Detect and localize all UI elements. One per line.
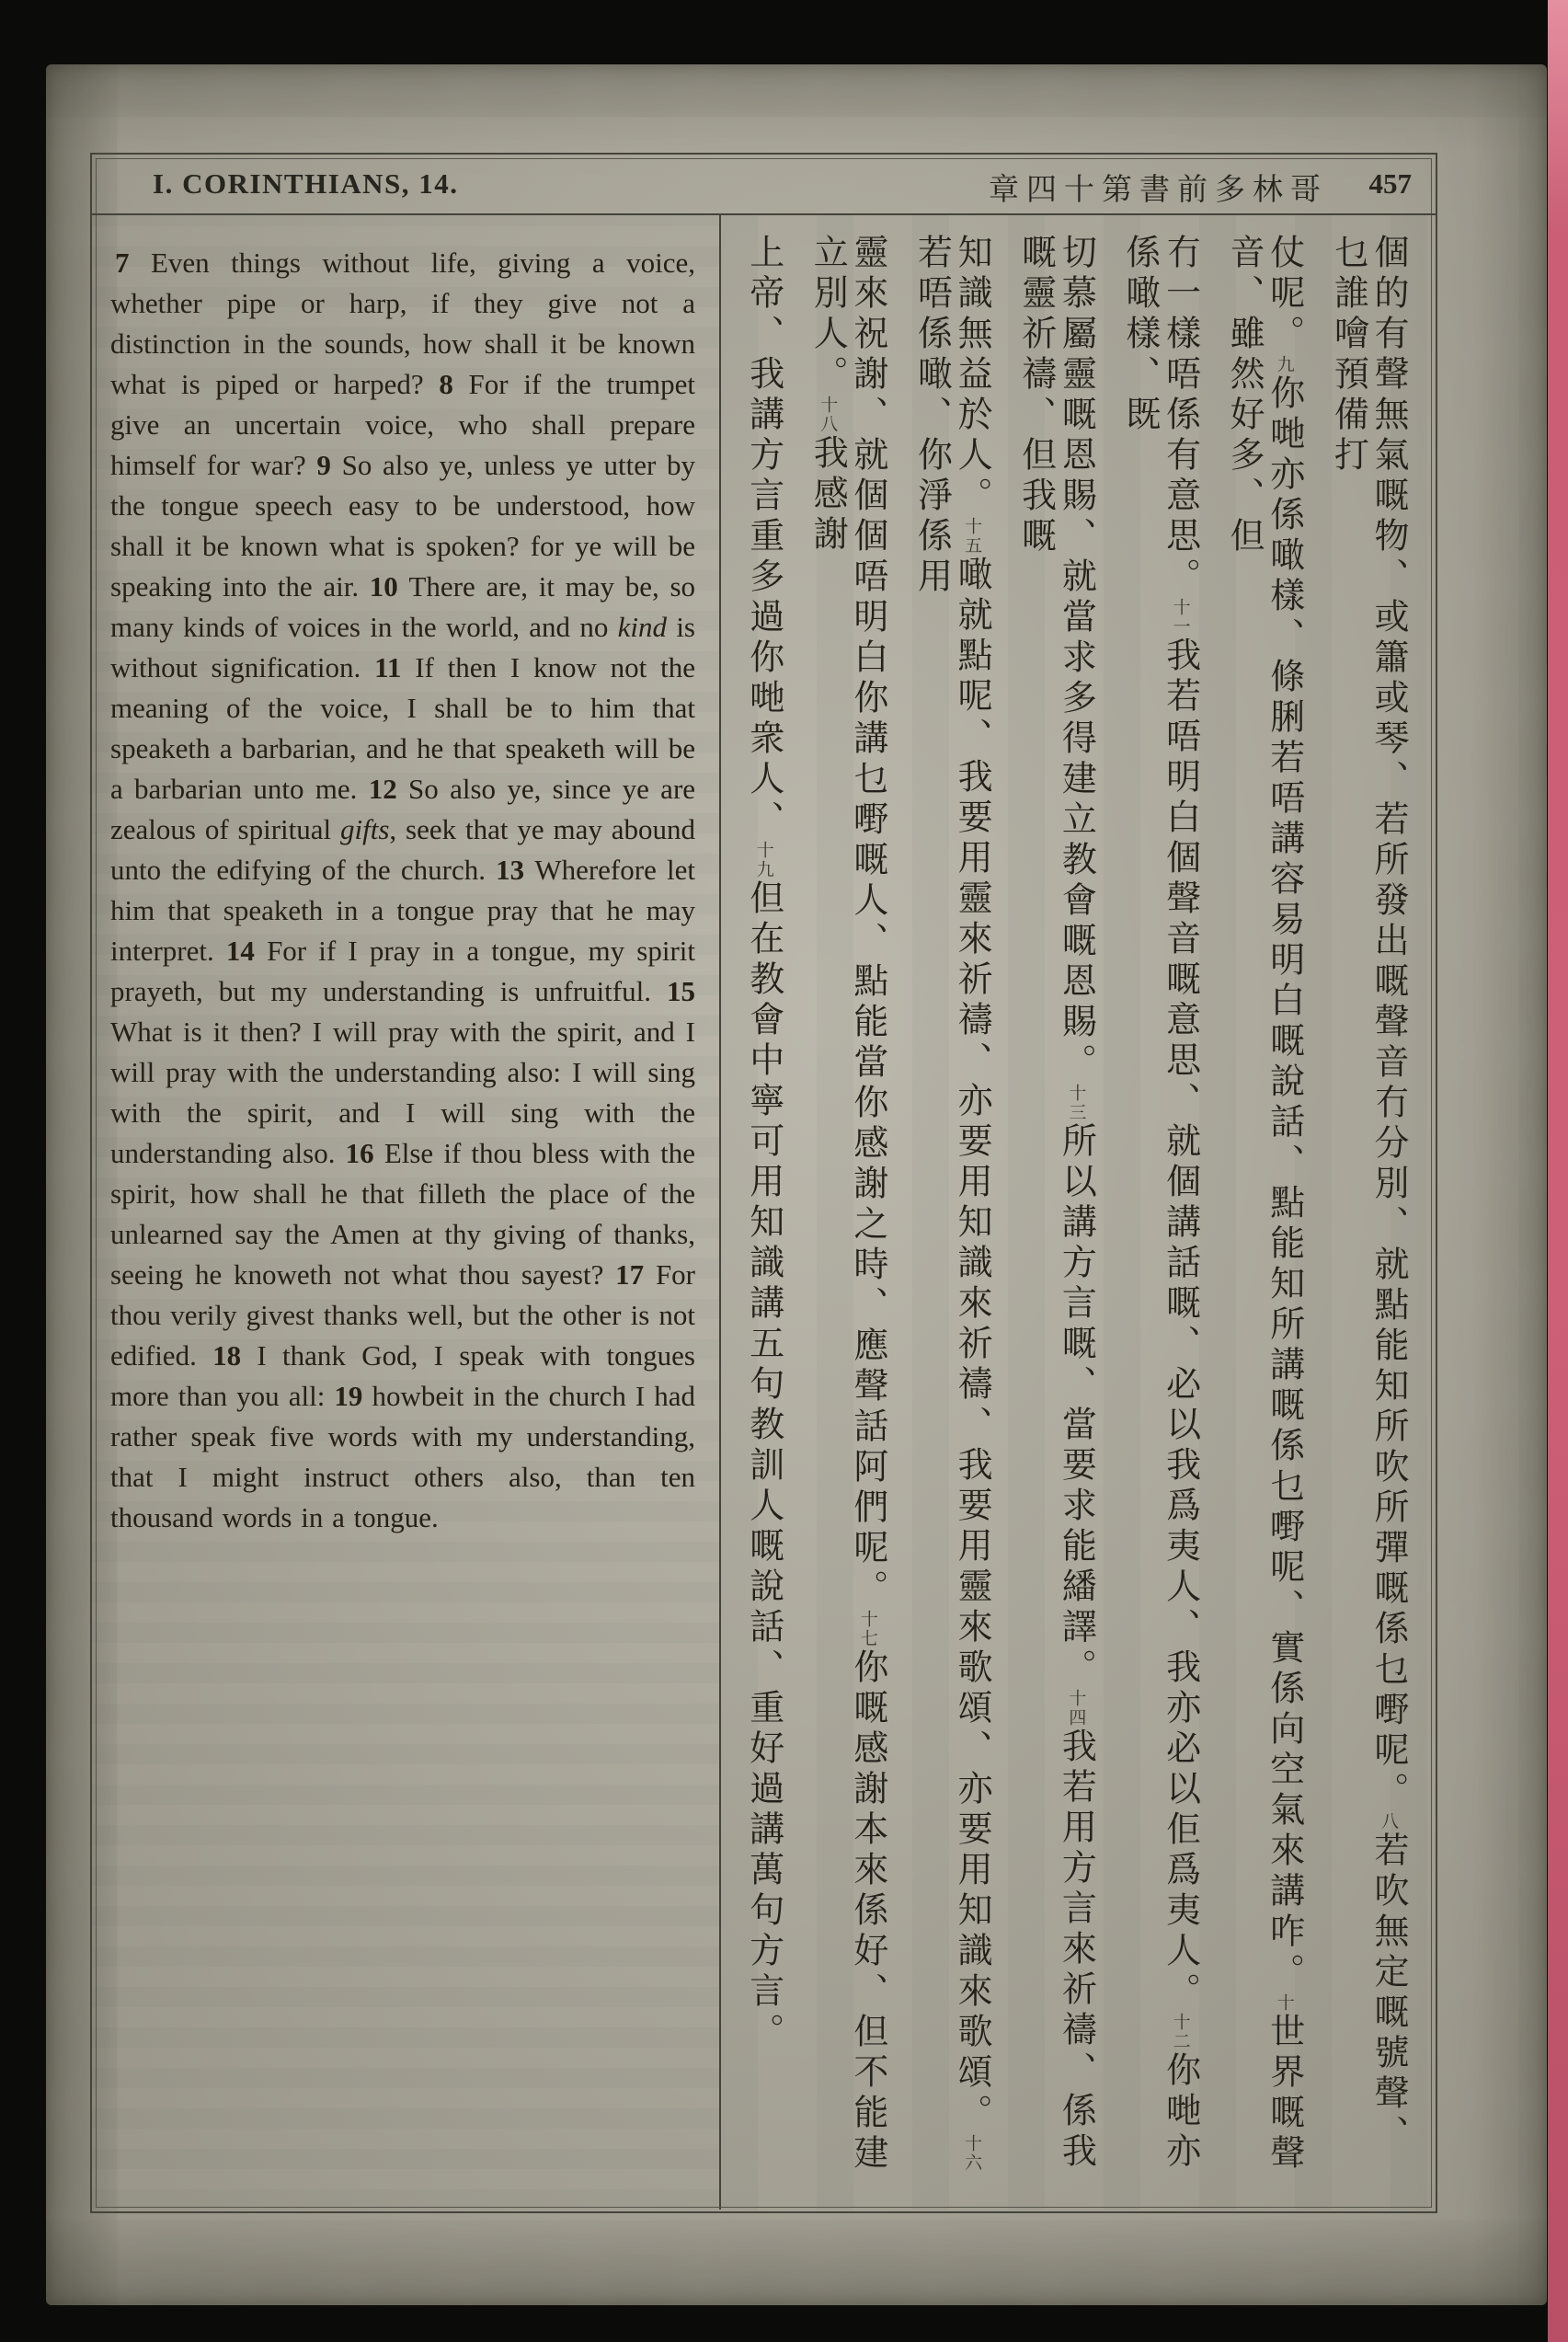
chinese-verse-mark: 十一 bbox=[1170, 598, 1191, 637]
running-title-chinese: 章四十第書前多林哥 bbox=[989, 171, 1328, 207]
verse-text: Else if thou bless with the spirit, how shall he that filleth the place of the unlearned say the Amen at thy giving of thanks, seeing he knoweth not what thou sayest? bbox=[110, 1137, 696, 1291]
verse-text: If then I know not the meaning of the voice, I shall be to him that speaketh a barbarian, and he that speaketh will be a barbarian unto me. bbox=[110, 651, 695, 805]
verse-text: For if I pray in a tongue, my spirit prayeth, but my understanding is unfruitful. bbox=[110, 935, 695, 1007]
chinese-verse-mark: 十五 bbox=[962, 517, 983, 556]
chinese-verse-text: 知識無益於人。 bbox=[952, 234, 993, 517]
verse-number: 14 bbox=[225, 935, 268, 967]
verse-text: is without signification. bbox=[110, 611, 695, 683]
chinese-verse-mark: 十 bbox=[1274, 1993, 1295, 2013]
chinese-column bbox=[1119, 234, 1199, 2175]
chinese-verse-mark: 八 bbox=[1379, 1812, 1399, 1831]
chinese-text bbox=[743, 234, 1408, 2175]
english-column bbox=[92, 215, 721, 2210]
chinese-column bbox=[743, 234, 784, 2053]
verse-text: For if the trumpet give an uncertain voice, who shall prepare himself for war? bbox=[110, 368, 695, 481]
verse-text: Even things without life, giving a voice, whether pipe or harp, if they give not a distinction in the sounds, how shall it be known what is piped or harped? bbox=[110, 247, 695, 400]
chinese-verse-text: 若唔係噉、你淨係用 bbox=[911, 234, 953, 598]
page-border-frame bbox=[90, 153, 1437, 2213]
verse-number: 15 bbox=[667, 975, 695, 1007]
verse-text: howbeit in the church I had rather speak five words with my understanding, that I might instruct others also, than ten thousand words in a tongue. bbox=[110, 1380, 696, 1533]
chinese-verse-text: 冇一樣唔係有意思。 bbox=[1160, 234, 1201, 598]
verse-number: 7 bbox=[115, 247, 151, 279]
verse-text: kind bbox=[617, 611, 668, 643]
chinese-column-block bbox=[721, 215, 1436, 2210]
verse-number: 17 bbox=[615, 1258, 656, 1291]
book-fore-edge bbox=[1548, 0, 1568, 2342]
verse-text: I thank God, I speak with tongues more than you all: bbox=[110, 1339, 695, 1412]
verse-number: 13 bbox=[496, 854, 535, 886]
verse-number: 11 bbox=[374, 651, 416, 683]
verse-text: There are, it may be, so many kinds of voices in the world, and no bbox=[110, 570, 696, 643]
chinese-verse-text: 你嘅感謝本來係好、但不能建立別人。 bbox=[807, 234, 888, 2175]
chinese-verse-text: 靈來祝謝、就個個唔明白你講乜嘢嘅人、點能當你感謝之時、應聲話阿們呢。 bbox=[847, 234, 888, 1610]
page-body bbox=[92, 215, 1436, 2210]
chinese-verse-mark: 十七 bbox=[857, 1610, 878, 1648]
chinese-verse-text: 我若唔明白個聲音嘅意思、就個講話嘅、必以我爲夷人、我亦必以佢爲夷人。 bbox=[1160, 637, 1201, 2013]
verse-number: 16 bbox=[345, 1137, 384, 1169]
verse-number: 19 bbox=[334, 1380, 372, 1412]
chinese-verse-text: 上帝、我講方言重多過你哋衆人、 bbox=[743, 234, 784, 841]
scanned-page bbox=[46, 64, 1547, 2305]
chinese-verse-mark: 十六 bbox=[962, 2134, 983, 2173]
verse-number: 8 bbox=[439, 368, 469, 400]
chinese-verse-text: 我若用方言來祈禱、係我嘅靈祈禱、但我嘅 bbox=[1015, 234, 1097, 2173]
chinese-verse-mark: 十三 bbox=[1066, 1084, 1087, 1122]
verse-text: So also ye, since ye are zealous of spiritual bbox=[110, 773, 696, 845]
verse-number: 18 bbox=[212, 1339, 258, 1372]
verse-number: 10 bbox=[369, 570, 409, 603]
chinese-verse-mark: 九 bbox=[1274, 355, 1295, 374]
verse-text: Wherefore let him that speaketh in a tongue pray that he may interpret. bbox=[110, 854, 695, 967]
chinese-column bbox=[911, 234, 991, 2175]
chinese-column bbox=[1223, 234, 1303, 2175]
verse-text: gifts bbox=[340, 813, 390, 845]
page-header bbox=[92, 155, 1436, 215]
verse-number: 12 bbox=[368, 773, 409, 805]
chinese-verse-text: 切慕屬靈嘅恩賜、就當求多得建立教會嘅恩賜。 bbox=[1056, 234, 1097, 1084]
verse-text: What is it then? I will pray with the spirit, and I will pray with the understanding also: I will sing with the spirit, and I will sing with the understanding also. bbox=[110, 1016, 695, 1169]
page-number: 457 bbox=[1368, 167, 1412, 200]
chinese-column bbox=[1328, 234, 1408, 2175]
chinese-verse-text: 我感謝 bbox=[807, 434, 849, 556]
english-text bbox=[110, 243, 695, 1538]
chinese-verse-mark: 十九 bbox=[753, 841, 774, 879]
chinese-column bbox=[807, 234, 887, 2175]
chinese-verse-text: 所以講方言嘅、當要求能繙譯。 bbox=[1056, 1122, 1097, 1689]
chinese-verse-text: 你哋亦係噉樣、既 bbox=[1119, 234, 1201, 2173]
verse-text: For thou verily givest thanks well, but the other is not edified. bbox=[110, 1258, 696, 1372]
running-title-english: I. CORINTHIANS, 14. bbox=[153, 167, 459, 200]
chinese-verse-text: 但在教會中寧可用知識講五句教訓人嘅說話、重好過講萬句方言。 bbox=[743, 879, 784, 2053]
verse-text: , seek that ye may abound unto the edifying of the church. bbox=[110, 813, 695, 886]
chinese-verse-text: 噉就點呢、我要用靈來祈禱、亦要用知識來祈禱、我要用靈來歌頌、亦要用知識來歌頌。 bbox=[952, 556, 993, 2134]
chinese-verse-text: 若吹無定嘅號聲、乜誰噲預備打 bbox=[1328, 234, 1409, 2155]
chinese-verse-mark: 十四 bbox=[1066, 1689, 1087, 1728]
chinese-verse-text: 個的有聲無氣嘅物、或簫或琴、若所發出嘅聲音冇分別、就點能知所吹所彈嘅係乜嘢呢。 bbox=[1368, 234, 1409, 1812]
chinese-verse-mark: 十二 bbox=[1170, 2013, 1191, 2051]
chinese-column bbox=[1015, 234, 1095, 2175]
verse-text: So also ye, unless ye utter by the tongue speech easy to be understood, how shall it be known what is spoken? for ye will be speaking into the air. bbox=[110, 449, 695, 603]
verse-number: 9 bbox=[316, 449, 342, 481]
chinese-verse-text: 世界嘅聲音、雖然好多、但 bbox=[1224, 234, 1305, 2175]
chinese-verse-text: 仗呢。 bbox=[1264, 234, 1305, 355]
chinese-verse-text: 你哋亦係噉樣、條脷若唔講容易明白嘅說話、點能知所講嘅係乜嘢呢、實係向空氣來講咋。 bbox=[1264, 374, 1305, 1993]
chinese-verse-mark: 十八 bbox=[818, 396, 839, 434]
